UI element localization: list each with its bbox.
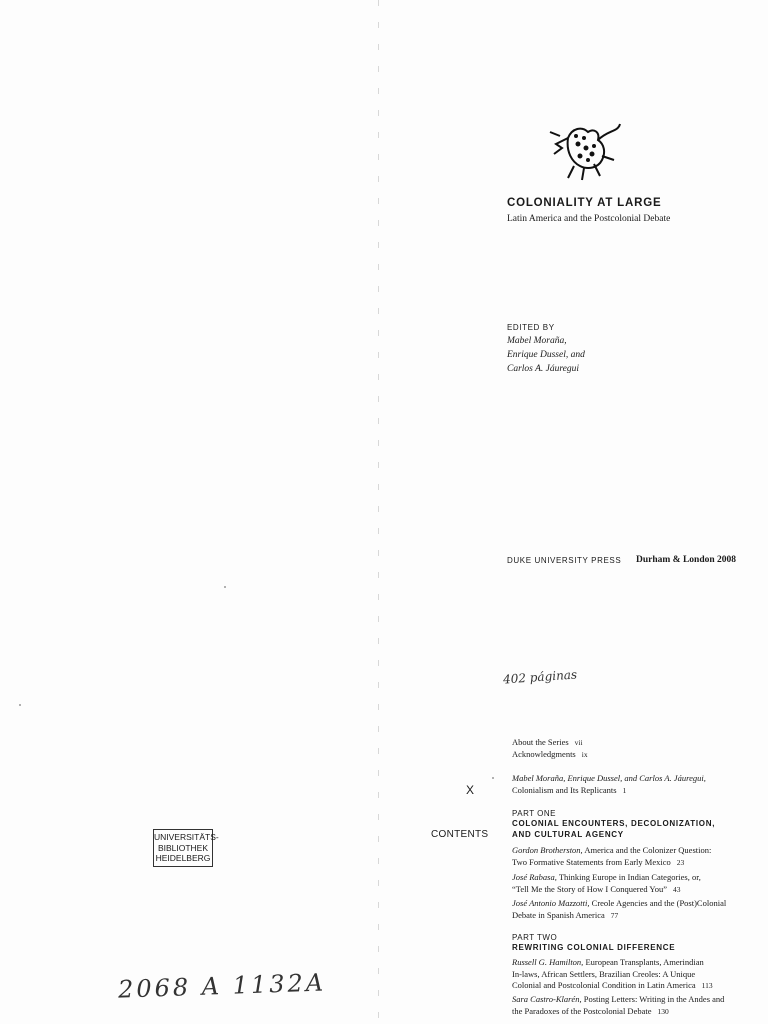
contents-heading: CONTENTS xyxy=(431,829,489,840)
handwritten-pages-note: 402 páginas xyxy=(502,667,578,687)
part-title: REWRITING COLONIAL DIFFERENCE xyxy=(512,943,676,952)
editor-name: Mabel Moraña, xyxy=(507,336,567,346)
scan-speck xyxy=(19,704,21,706)
handwritten-call-number: 2068 A 1132A xyxy=(117,968,327,1004)
toc-intro[interactable]: Mabel Moraña, Enrique Dussel, and Carlos A. Jáuregui, Colonialism and Its Replicants 1 xyxy=(512,773,706,795)
toc-entry[interactable]: Acknowledgments ix xyxy=(512,748,588,759)
toc-entry[interactable]: Sara Castro-Klarén, Posting Letters: Writing in the Andes and the Paradoxes of the Postcolonial Debate 130 xyxy=(512,994,725,1016)
toc-part-two xyxy=(512,933,675,953)
page-fold-line xyxy=(378,0,379,1024)
publisher-place-year: Durham & London 2008 xyxy=(636,555,737,565)
toc-part-one xyxy=(512,809,715,840)
part-label: PART ONE xyxy=(512,809,557,818)
toc-entry[interactable]: José Rabasa, Thinking Europe in Indian Categories, or, “Tell Me the Story of How I Conquered You” 43 xyxy=(512,872,701,894)
toc-entry[interactable]: José Antonio Mazzotti, Creole Agencies and the (Post)Colonial Debate in Spanish America 77 xyxy=(512,898,727,920)
jaguar-emblem-icon xyxy=(548,118,628,184)
contents-mark: X xyxy=(466,783,475,797)
book-subtitle: Latin America and the Postcolonial Debate xyxy=(507,214,671,224)
part-title: COLONIAL ENCOUNTERS, DECOLONIZATION, xyxy=(512,819,716,828)
book-title: COLONIALITY AT LARGE xyxy=(507,197,662,209)
scan-speck xyxy=(492,777,494,779)
library-stamp: UNIVERSITÄTS- BIBLIOTHEK HEIDELBERG xyxy=(153,829,213,867)
part-title: AND CULTURAL AGENCY xyxy=(512,830,624,839)
toc-entry[interactable]: Russell G. Hamilton, European Transplants, Amerindian In-laws, African Settlers, Brazilian Creoles: A Unique Colonial and Postcolonial Condition in Latin America 113 xyxy=(512,957,713,990)
scan-speck xyxy=(224,586,226,588)
publisher-name: DUKE UNIVERSITY PRESS xyxy=(507,556,622,565)
toc-entry[interactable]: Gordon Brotherston, America and the Colonizer Question: Two Formative Statements from Early Mexico 23 xyxy=(512,845,712,867)
editor-name: Enrique Dussel, and xyxy=(507,350,585,360)
part-label: PART TWO xyxy=(512,933,558,942)
editor-name: Carlos A. Jáuregui xyxy=(507,364,580,374)
toc-entry[interactable]: About the Series vii xyxy=(512,737,583,747)
toc-front-matter xyxy=(512,737,588,760)
edited-by-label: EDITED BY xyxy=(507,323,555,332)
